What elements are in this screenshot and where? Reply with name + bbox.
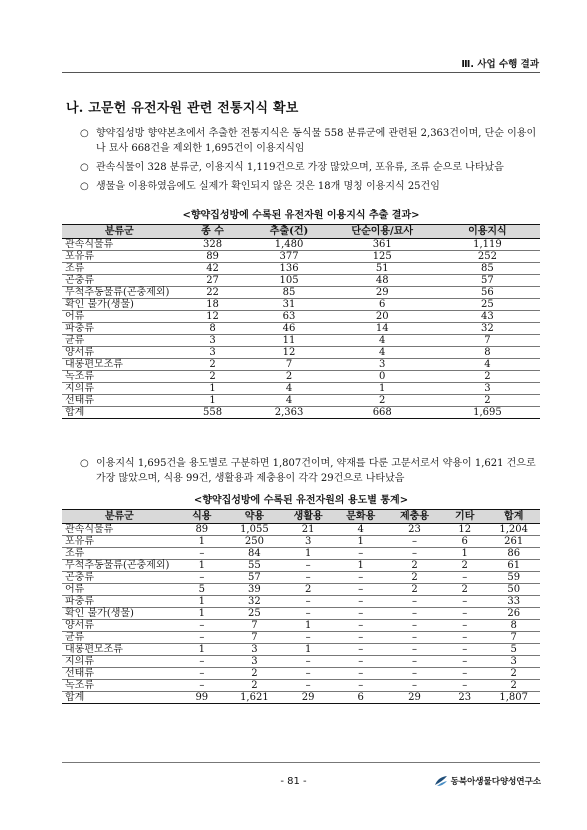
value-cell: 57 [435,275,540,287]
table-total-row [62,692,540,704]
value-cell: 89 [177,524,227,536]
value-cell: 27 [177,275,249,287]
taxon-cell: 조류 [62,548,177,560]
value-cell: 12 [177,311,249,323]
taxon-cell: 확인 불가(생물) [62,608,177,620]
value-cell: 1 [282,620,335,632]
value-cell: 11 [248,335,329,347]
column-header: 분류군 [62,510,177,524]
value-cell: 1 [177,608,227,620]
table-row [62,395,540,407]
value-cell: 2 [227,668,282,680]
value-cell: – [334,632,387,644]
value-cell: – [334,668,387,680]
value-cell: 55 [227,560,282,572]
value-cell: 2 [487,668,540,680]
taxon-cell: 녹조류 [62,680,177,692]
value-cell: – [177,548,227,560]
value-cell: 85 [435,263,540,275]
taxon-cell: 어류 [62,584,177,596]
value-cell: 25 [227,608,282,620]
table-row [62,311,540,323]
table-row [62,584,540,596]
value-cell: 22 [177,287,249,299]
taxon-cell: 합계 [62,692,177,704]
value-cell: 2 [387,584,442,596]
footer-divider [62,762,540,763]
value-cell: 1 [177,596,227,608]
usage-statistics-table [62,509,540,704]
value-cell: – [334,680,387,692]
column-header: 기타 [442,510,487,524]
value-cell: 361 [330,239,435,251]
taxon-cell: 조류 [62,263,177,275]
taxon-cell: 균류 [62,335,177,347]
value-cell: 668 [330,407,435,419]
column-header: 분류군 [62,225,177,239]
bullet-item [80,456,542,486]
value-cell: 26 [487,608,540,620]
value-cell: 1,119 [435,239,540,251]
value-cell: 39 [227,584,282,596]
value-cell: 3 [177,335,249,347]
value-cell: 43 [435,311,540,323]
value-cell: 2,363 [248,407,329,419]
value-cell: – [282,680,335,692]
value-cell: – [177,572,227,584]
bullet-mark: ○ [80,181,89,192]
value-cell: 6 [334,692,387,704]
value-cell: 61 [487,560,540,572]
value-cell: 32 [227,596,282,608]
org-name: 동북아생물다양성연구소 [450,777,541,787]
value-cell: 31 [248,299,329,311]
value-cell: 18 [177,299,249,311]
table-row [62,359,540,371]
value-cell: – [442,644,487,656]
value-cell: – [387,620,442,632]
taxon-cell: 지의류 [62,656,177,668]
value-cell: – [334,608,387,620]
value-cell: – [442,668,487,680]
table-header-row [62,225,540,239]
value-cell: 89 [177,251,249,263]
bullet-item [80,179,542,194]
value-cell: 1 [177,644,227,656]
running-header: Ⅲ. 사업 수행 결과 [461,59,539,70]
value-cell: 29 [282,692,335,704]
value-cell: 20 [330,311,435,323]
value-cell: 23 [387,524,442,536]
value-cell: – [387,668,442,680]
org-logo-icon [434,775,448,787]
value-cell: 29 [330,287,435,299]
value-cell: 25 [435,299,540,311]
taxon-cell: 포유류 [62,536,177,548]
value-cell: 86 [487,548,540,560]
value-cell: 0 [330,371,435,383]
bullet-item [80,126,542,156]
value-cell: – [387,536,442,548]
table-row [62,644,540,656]
value-cell: 42 [177,263,249,275]
value-cell: 1,055 [227,524,282,536]
value-cell: – [442,620,487,632]
value-cell: 2 [387,572,442,584]
value-cell: 99 [177,692,227,704]
section-title: 나. 고문헌 유전자원 관련 전통지식 확보 [66,101,299,116]
value-cell: 56 [435,287,540,299]
value-cell: 21 [282,524,335,536]
value-cell: 2 [487,680,540,692]
value-cell: 1 [334,536,387,548]
value-cell: – [442,632,487,644]
table-row [62,560,540,572]
taxon-cell: 양서류 [62,620,177,632]
taxon-cell: 무척추동물류(곤충제외) [62,560,177,572]
value-cell: 2 [227,680,282,692]
value-cell: 3 [177,347,249,359]
value-cell: 1 [177,395,249,407]
value-cell: – [334,596,387,608]
value-cell: – [442,596,487,608]
value-cell: 6 [442,536,487,548]
value-cell: 1 [330,383,435,395]
value-cell: 1,621 [227,692,282,704]
table-row [62,383,540,395]
table-row [62,323,540,335]
value-cell: 7 [227,620,282,632]
value-cell: 4 [248,395,329,407]
value-cell: 7 [487,632,540,644]
value-cell: 252 [435,251,540,263]
value-cell: 4 [435,359,540,371]
value-cell: – [334,644,387,656]
taxon-cell: 관속식물류 [62,239,177,251]
table2-caption: <향약집성방에 수록된 유전자원의 용도별 통계> [193,495,409,506]
value-cell: 6 [330,299,435,311]
value-cell: 1 [177,383,249,395]
taxon-cell: 녹조류 [62,371,177,383]
value-cell: 2 [330,395,435,407]
value-cell: 5 [487,644,540,656]
table-row [62,335,540,347]
value-cell: 1 [442,548,487,560]
value-cell: – [177,680,227,692]
value-cell: 32 [435,323,540,335]
header-divider [62,72,540,73]
value-cell: – [334,656,387,668]
value-cell: 377 [248,251,329,263]
value-cell: 1 [334,560,387,572]
taxon-cell: 파충류 [62,596,177,608]
value-cell: – [282,608,335,620]
bullet-list [80,126,542,198]
table-total-row [62,407,540,419]
column-header: 추출(건) [248,225,329,239]
value-cell: 1 [177,560,227,572]
table-header-row [62,510,540,524]
value-cell: – [177,668,227,680]
value-cell: – [177,656,227,668]
value-cell: – [442,680,487,692]
value-cell: 3 [227,656,282,668]
value-cell: 63 [248,311,329,323]
table1-caption: <향약집성방에 수록된 유전자원 이용지식 추출 결과> [182,210,420,221]
taxon-cell: 대롱편모조류 [62,359,177,371]
value-cell: – [387,548,442,560]
table-row [62,239,540,251]
table-row [62,263,540,275]
value-cell: 2 [282,584,335,596]
bullet-mark: ○ [80,162,89,173]
taxon-cell: 대롱편모조류 [62,644,177,656]
taxon-cell: 무척추동물류(곤충제외) [62,287,177,299]
value-cell: – [282,560,335,572]
taxon-cell: 확인 불가(생물) [62,299,177,311]
column-header: 제충용 [387,510,442,524]
table-row [62,656,540,668]
value-cell: 3 [282,536,335,548]
value-cell: – [387,632,442,644]
value-cell: 23 [442,692,487,704]
table-row [62,371,540,383]
value-cell: – [334,584,387,596]
value-cell: 558 [177,407,249,419]
value-cell: 125 [330,251,435,263]
taxon-cell: 균류 [62,632,177,644]
value-cell: 2 [177,359,249,371]
value-cell: 7 [248,359,329,371]
value-cell: 1,807 [487,692,540,704]
table-row [62,287,540,299]
table-row [62,251,540,263]
value-cell: 3 [435,383,540,395]
value-cell: – [387,596,442,608]
value-cell: – [387,656,442,668]
value-cell: – [334,572,387,584]
bullet-list-2 [80,456,542,490]
value-cell: 2 [435,395,540,407]
value-cell: – [282,632,335,644]
table-row [62,275,540,287]
taxon-cell: 지의류 [62,383,177,395]
value-cell: 8 [435,347,540,359]
value-cell: 3 [487,656,540,668]
value-cell: 1 [282,644,335,656]
value-cell: 261 [487,536,540,548]
value-cell: 2 [442,584,487,596]
table-row [62,608,540,620]
taxon-cell: 포유류 [62,251,177,263]
usage-knowledge-table [62,224,540,419]
table-row [62,536,540,548]
value-cell: 328 [177,239,249,251]
bullet-text: 향약집성방 향약본초에서 추출한 전통지식은 동식물 558 분류군에 관련된 2,363건이며, 단순 이용이나 묘사 668건을 제외한 1,695건이 이용지식임 [96,128,537,154]
table-row [62,299,540,311]
taxon-cell: 어류 [62,311,177,323]
bullet-text: 이용지식 1,695건을 용도별로 구분하면 1,807건이며, 약재를 다룬 고문서로서 약용이 1,621 건으로 가장 많았으며, 식용 99건, 생활용과 제충용이 각각 29건으로 나타났음 [96,458,536,484]
table-row [62,548,540,560]
value-cell: 3 [330,359,435,371]
table-row [62,668,540,680]
value-cell: 1,695 [435,407,540,419]
value-cell: 48 [330,275,435,287]
value-cell: 105 [248,275,329,287]
value-cell: 2 [177,371,249,383]
value-cell: 8 [177,323,249,335]
taxon-cell: 합계 [62,407,177,419]
table-row [62,524,540,536]
value-cell: 2 [387,560,442,572]
bullet-text: 관속식물이 328 분류군, 이용지식 1,119건으로 가장 많았으며, 포유류, 조류 순으로 나타났음 [96,162,504,173]
column-header: 종 수 [177,225,249,239]
value-cell: – [442,656,487,668]
value-cell: 4 [334,524,387,536]
value-cell: – [177,632,227,644]
value-cell: 59 [487,572,540,584]
value-cell: 50 [487,584,540,596]
column-header: 문화용 [334,510,387,524]
value-cell: 136 [248,263,329,275]
bullet-item [80,160,542,175]
value-cell: 1 [177,536,227,548]
value-cell: – [334,548,387,560]
value-cell: 7 [227,632,282,644]
value-cell: 7 [435,335,540,347]
page-number: - 81 - [280,776,307,787]
value-cell: 1 [282,548,335,560]
value-cell: – [387,680,442,692]
table-row [62,347,540,359]
value-cell: 250 [227,536,282,548]
value-cell: – [177,620,227,632]
value-cell: 2 [248,371,329,383]
value-cell: 1,480 [248,239,329,251]
taxon-cell: 선태류 [62,395,177,407]
value-cell: 85 [248,287,329,299]
column-header: 약용 [227,510,282,524]
taxon-cell: 선태류 [62,668,177,680]
value-cell: 12 [442,524,487,536]
column-header: 생활용 [282,510,335,524]
value-cell: 1,204 [487,524,540,536]
taxon-cell: 곤충류 [62,275,177,287]
value-cell: 51 [330,263,435,275]
value-cell: 5 [177,584,227,596]
value-cell: – [334,620,387,632]
value-cell: 4 [330,335,435,347]
value-cell: 33 [487,596,540,608]
taxon-cell: 관속식물류 [62,524,177,536]
value-cell: – [387,608,442,620]
bullet-mark: ○ [80,458,89,469]
column-header: 이용지식 [435,225,540,239]
value-cell: – [282,668,335,680]
table-row [62,680,540,692]
taxon-cell: 곤충류 [62,572,177,584]
value-cell: – [282,656,335,668]
value-cell: 46 [248,323,329,335]
value-cell: 4 [330,347,435,359]
table-row [62,620,540,632]
value-cell: 2 [435,371,540,383]
value-cell: – [442,572,487,584]
org-credit [434,775,541,787]
table-row [62,596,540,608]
value-cell: 3 [227,644,282,656]
value-cell: 57 [227,572,282,584]
value-cell: 4 [248,383,329,395]
bullet-mark: ○ [80,128,89,139]
value-cell: – [442,608,487,620]
value-cell: 2 [442,560,487,572]
table-row [62,632,540,644]
bullet-text: 생물을 이용하였음에도 실제가 확인되지 않은 것은 18개 명칭 이용지식 25건임 [96,181,440,192]
value-cell: 29 [387,692,442,704]
taxon-cell: 파충류 [62,323,177,335]
column-header: 합계 [487,510,540,524]
value-cell: 14 [330,323,435,335]
table-row [62,572,540,584]
taxon-cell: 양서류 [62,347,177,359]
value-cell: 84 [227,548,282,560]
column-header: 식용 [177,510,227,524]
value-cell: – [282,572,335,584]
value-cell: – [387,644,442,656]
column-header: 단순이용/묘사 [330,225,435,239]
value-cell: 8 [487,620,540,632]
value-cell: 12 [248,347,329,359]
value-cell: – [282,596,335,608]
